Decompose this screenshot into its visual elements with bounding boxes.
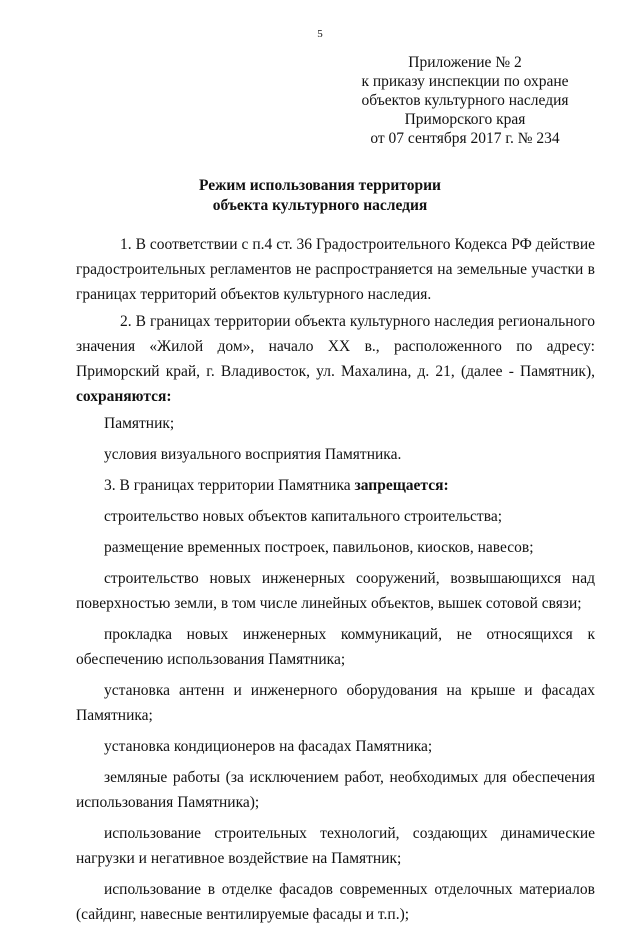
appendix-line: Приморского края (404, 111, 526, 128)
list-item: Памятник; (104, 415, 175, 432)
list-item: использование строительных технологий, создающих динамические нагрузки и негативное воздействие на Памятник; (76, 825, 595, 867)
list-item: размещение временных построек, павильонов, киосков, навесов; (104, 539, 534, 556)
list-item: установка антенн и инженерного оборудования на крыше и фасадах Памятника; (76, 682, 595, 724)
paragraph-1: 1. В соответствии с п.4 ст. 36 Градостроительного Кодекса РФ действие градостроительных регламентов не распространяется на земельные участки в границах территорий объектов культурного наследия. (76, 236, 595, 303)
list-item: условия визуального восприятия Памятника. (104, 446, 402, 463)
list-item: использование в отделке фасадов современных отделочных материалов (сайдинг, навесные вентилируемые фасады и т.п.); (76, 881, 595, 923)
appendix-line: объектов культурного наследия (361, 92, 569, 109)
list-item: прокладка новых инженерных коммуникаций, не относящихся к обеспечению использования Памятника; (76, 626, 595, 668)
title-line: объекта культурного наследия (212, 197, 428, 214)
list-item: установка кондиционеров на фасадах Памятника; (104, 738, 433, 755)
paragraph-3-emphasis: запрещается: (354, 477, 449, 494)
title-line: Режим использования территории (199, 177, 441, 194)
appendix-line: Приложение № 2 (408, 54, 522, 71)
paragraph-3 (76, 473, 595, 498)
document-title (0, 176, 640, 216)
paragraph-3-text: 3. В границах территории Памятника (104, 477, 355, 494)
paragraph-2-emphasis: сохраняются: (76, 388, 172, 405)
paragraph-2-text: 2. В границах территории объекта культурного наследия регионального значения «Жилой дом», начало XX в., расположенного по адресу: Приморский край, г. Владивосток, ул. Махалина, д. 21, (далее - Памятник), (76, 313, 595, 380)
document-body (76, 232, 595, 927)
appendix-line: от 07 сентября 2017 г. № 234 (370, 130, 560, 147)
list-item: строительство новых объектов капитального строительства; (104, 508, 503, 525)
page-number: 5 (317, 28, 323, 40)
list-item: земляные работы (за исключением работ, необходимых для обеспечения использования Памятника); (76, 769, 595, 811)
appendix-header (340, 53, 590, 148)
paragraph-2 (76, 309, 595, 409)
appendix-line: к приказу инспекции по охране (361, 73, 569, 90)
list-item: строительство новых инженерных сооружений, возвышающихся над поверхностью земли, в том числе линейных объектов, вышек сотовой связи; (76, 570, 595, 612)
